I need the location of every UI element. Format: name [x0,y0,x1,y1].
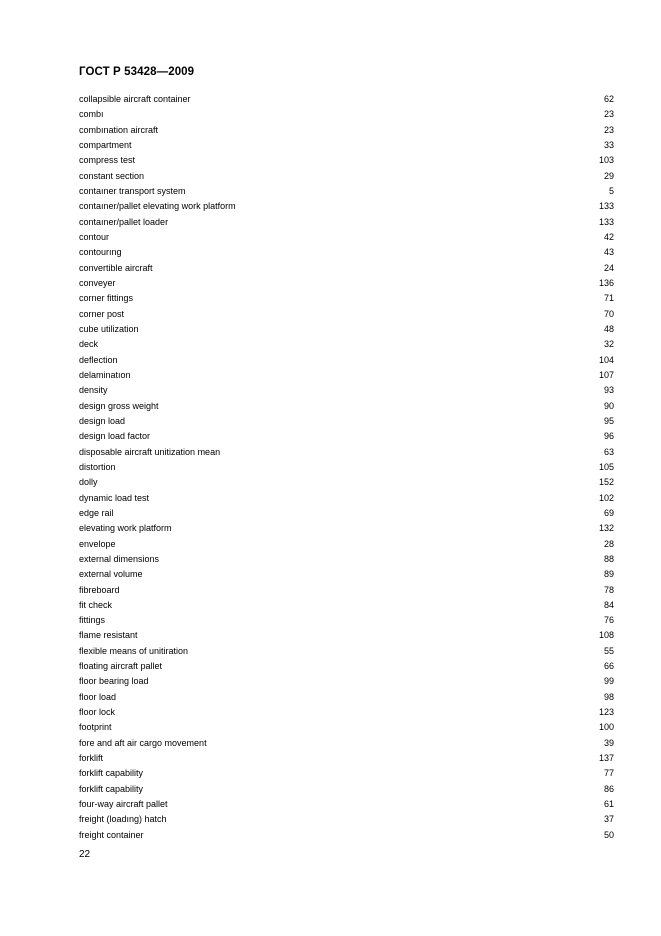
index-page-ref: 23 [603,109,614,120]
index-entry [79,107,614,122]
index-page-ref: 5 [608,185,614,196]
index-page-ref: 77 [603,768,614,779]
index-page-ref: 63 [603,446,614,457]
index-entry [79,766,614,781]
index-entry [79,720,614,735]
index-page-ref: 61 [603,799,614,810]
index-entry [79,92,614,107]
index-entry [79,153,614,168]
index-page-ref: 107 [598,369,614,380]
index-term: compress test [79,155,136,166]
index-term: contourıng [79,247,122,258]
index-term: design load [79,415,126,426]
index-term: flame resistant [79,630,138,641]
index-term: constant section [79,170,145,181]
index-entry [79,138,614,153]
index-entry [79,552,614,567]
index-term: deck [79,339,99,350]
index-term: forklift capability [79,768,144,779]
index-page-ref: 48 [603,323,614,334]
index-term: freight (loadıng) hatch [79,814,167,825]
index-page-ref: 132 [598,523,614,534]
index-page-ref: 37 [603,814,614,825]
index-term: corner fittings [79,293,134,304]
index-entry [79,230,614,245]
index-entry [79,368,614,383]
index-page-ref: 29 [603,170,614,181]
index-entry [79,322,614,337]
index-term: collapsible aircraft container [79,94,191,104]
index-entry [79,705,614,720]
index-term: fibreboard [79,584,120,595]
index-page-ref: 42 [603,231,614,242]
index-page-ref: 39 [603,737,614,748]
index-term: dynamic load test [79,492,150,503]
index-entry [79,537,614,552]
index-page-ref: 71 [603,293,614,304]
index-page-ref: 55 [603,645,614,656]
index-term: floor bearing load [79,676,149,687]
index-page-ref: 123 [598,707,614,718]
index-page-ref: 89 [603,569,614,580]
index-page-ref: 108 [598,630,614,641]
index-entry [79,598,614,613]
index-page-ref: 102 [598,492,614,503]
index-page-ref: 62 [603,94,614,104]
index-term: floor load [79,691,117,702]
index-term: floating aircraft pallet [79,661,163,672]
index-term: fit check [79,599,113,610]
index-page-ref: 43 [603,247,614,258]
index-page-ref: 69 [603,507,614,518]
index-term: convertible aircraft [79,262,153,273]
index-entry [79,291,614,306]
index-page-ref: 33 [603,139,614,150]
index-term: envelope [79,538,116,549]
index-entry [79,583,614,598]
index-entry [79,399,614,414]
index-term: footprint [79,722,112,733]
index-page-ref: 105 [598,461,614,472]
index-page-ref: 103 [598,155,614,166]
index-term: corner post [79,308,125,319]
index-entry [79,736,614,751]
index-entry [79,690,614,705]
index-term: combı [79,109,104,120]
index-entry [79,460,614,475]
index-page-ref: 86 [603,783,614,794]
index-entry [79,475,614,490]
index-term: external dimensions [79,553,160,564]
index-entry [79,215,614,230]
index-entry [79,337,614,352]
index-term: forklift [79,753,104,764]
index-page-ref: 93 [603,385,614,396]
index-page-ref: 78 [603,584,614,595]
index-term: contaıner/pallet loader [79,216,169,227]
index-page-ref: 133 [598,201,614,212]
index-term: external volume [79,569,143,580]
index-term: design load factor [79,431,151,442]
index-entry [79,674,614,689]
index-page-ref: 96 [603,431,614,442]
index-entry [79,123,614,138]
index-entry [79,506,614,521]
index-entry [79,261,614,276]
index-term: freight container [79,829,144,840]
document-header: ГОСТ Р 53428—2009 [79,66,195,78]
index-page-ref: 84 [603,599,614,610]
index-page-ref: 133 [598,216,614,227]
index-entry [79,184,614,199]
index-entry [79,245,614,260]
index-term: delaminatıon [79,369,131,380]
index-term: deflection [79,354,118,365]
index-page-ref: 100 [598,722,614,733]
index-entry [79,659,614,674]
index-entry [79,797,614,812]
index-term: density [79,385,108,396]
index-page-ref: 88 [603,553,614,564]
index-entry [79,613,614,628]
index-term: flexible means of unitiration [79,645,189,656]
index-entry [79,383,614,398]
index-term: dolly [79,477,98,488]
index-term: conveyer [79,277,116,288]
index-term: fore and aft air cargo movement [79,737,207,748]
index-term: elevating work platform [79,523,172,534]
index-entry [79,828,614,843]
index-page-ref: 23 [603,124,614,135]
index-page-ref: 137 [598,753,614,764]
index-page-ref: 32 [603,339,614,350]
index-page-ref: 24 [603,262,614,273]
index-term: contaıner/pallet elevating work platform [79,201,236,212]
index-entry [79,812,614,827]
index-entry [79,521,614,536]
index-entry [79,751,614,766]
index-term: design gross weight [79,400,159,411]
index-page-ref: 95 [603,415,614,426]
index-entry [79,307,614,322]
index-term: combınation aircraft [79,124,159,135]
index-term: contaıner transport system [79,185,186,196]
index-term: fittings [79,615,106,626]
index-entry [79,782,614,797]
index-page-ref: 98 [603,691,614,702]
index-term: disposable aircraft unitization mean [79,446,221,457]
index-entry [79,414,614,429]
index-term: forklift capability [79,783,144,794]
index-term: floor lock [79,707,116,718]
index-page-ref: 76 [603,615,614,626]
index-entry [79,353,614,368]
index-page-ref: 50 [603,829,614,840]
index-entry [79,628,614,643]
index-entry [79,445,614,460]
index-page-ref: 70 [603,308,614,319]
index-term: distortion [79,461,116,472]
index-term: edge rail [79,507,114,518]
index-term: contour [79,231,110,242]
index-entry [79,276,614,291]
index-entry [79,567,614,582]
index-entry [79,491,614,506]
index-page-ref: 90 [603,400,614,411]
index-entry [79,429,614,444]
index-term: four-way aircraft pallet [79,799,168,810]
index-list [79,92,614,843]
index-page-ref: 99 [603,676,614,687]
index-entry [79,169,614,184]
index-page-ref: 152 [598,477,614,488]
page-number: 22 [79,849,91,860]
index-page-ref: 136 [598,277,614,288]
index-term: cube utilization [79,323,139,334]
index-entry [79,644,614,659]
index-entry [79,199,614,214]
index-term: compartment [79,139,132,150]
index-page-ref: 104 [598,354,614,365]
index-page-ref: 28 [603,538,614,549]
index-page-ref: 66 [603,661,614,672]
